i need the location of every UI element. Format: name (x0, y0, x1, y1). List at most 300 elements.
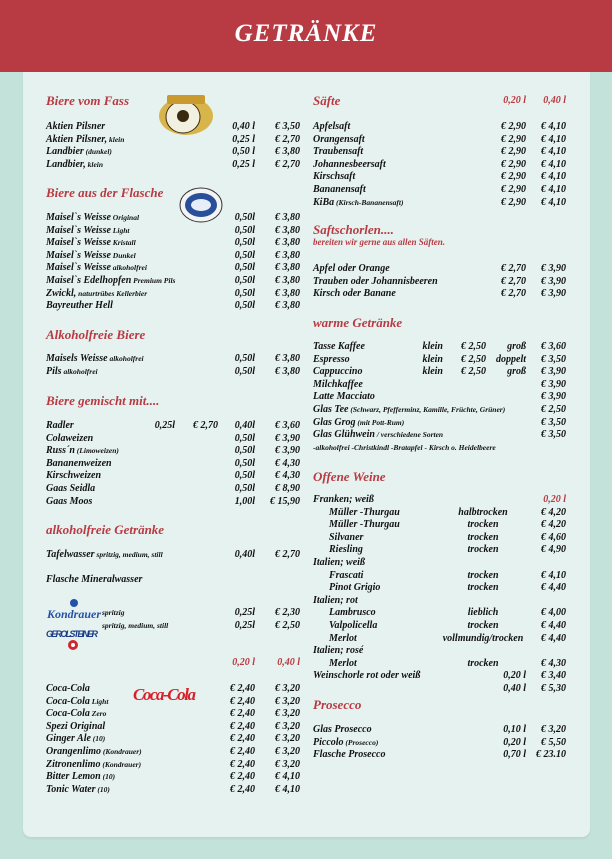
item-label: Valpolicella (329, 619, 378, 631)
mineral-water-label: Flasche Mineralwasser (46, 574, 143, 585)
item-name (46, 353, 144, 366)
item-price: € 3,20 (275, 758, 300, 770)
hot-drinks-list (313, 341, 568, 442)
item-price: € 3,90 (541, 263, 566, 274)
item-price: € 2,40 (230, 771, 255, 783)
menu-item (313, 749, 568, 762)
item-note: spritzig (102, 608, 125, 617)
item-label: Bitter Lemon (46, 771, 101, 783)
menu-item (46, 549, 302, 562)
item-name (46, 746, 142, 759)
item-label: Spezi Original (46, 720, 106, 732)
item-name (329, 582, 380, 595)
item-name (313, 121, 350, 134)
item-detail: 0,50l (234, 353, 255, 364)
soft-drink-list (46, 683, 302, 796)
item-label: Merlot (329, 657, 357, 669)
menu-item (313, 354, 568, 367)
item-price: € 4,10 (541, 133, 566, 145)
menu-item (313, 366, 568, 379)
item-label: Glas Prosecco (313, 724, 372, 735)
menu-item (313, 683, 568, 696)
item-price: € 2,40 (230, 683, 255, 694)
mineral-water-list (46, 607, 302, 632)
item-label: Glas Grog (313, 416, 356, 428)
section-heading: Biere vom Fass (46, 93, 130, 108)
item-name (313, 429, 443, 442)
menu-item (313, 276, 568, 289)
item-label: Tonic Water (46, 783, 96, 795)
item-name (46, 696, 108, 709)
item-label: Traubensaft (313, 146, 364, 158)
item-detail: 0,20 l (503, 670, 526, 681)
item-detail: 0,50l (234, 432, 255, 444)
item-name (46, 288, 147, 301)
item-detail: doppelt (496, 353, 526, 365)
menu-item (46, 262, 302, 275)
item-price: € 4,10 (541, 146, 566, 158)
beer-bottle-list (46, 212, 302, 313)
menu-item (313, 171, 568, 184)
page-title: GETRÄNKE (234, 20, 378, 47)
item-name (313, 645, 363, 658)
item-name (329, 633, 357, 646)
item-detail: vollmundig/trocken (442, 632, 524, 644)
item-detail: 0,50 l (232, 146, 255, 158)
menu-item (313, 417, 568, 430)
item-detail: trocken (467, 519, 499, 531)
item-price: € 2,90 (501, 121, 526, 132)
item-name (46, 275, 175, 288)
item-name (313, 159, 386, 172)
item-label: Apfel oder Orange (313, 263, 390, 274)
item-price: € 3,20 (275, 745, 300, 757)
wine-list (313, 494, 568, 670)
item-detail: lieblich (467, 607, 499, 619)
item-detail: 0,40l (234, 549, 255, 560)
menu-item (313, 658, 568, 671)
item-name (313, 276, 438, 289)
item-detail: trocken (467, 531, 499, 543)
menu-item (313, 737, 568, 750)
item-price: € 2,70 (275, 549, 300, 560)
item-price: € 3,80 (275, 212, 300, 223)
menu-item (46, 121, 302, 134)
menu-item (313, 570, 568, 583)
item-label: Maisel`s Weisse (46, 262, 111, 274)
item-name (46, 237, 136, 250)
menu-item (313, 645, 568, 658)
item-price: € 23.10 (536, 749, 566, 761)
item-label: Cappuccino (313, 366, 363, 378)
item-label: Maisel`s Weisse (46, 249, 111, 261)
item-price: € 4,40 (541, 582, 566, 594)
item-label: Müller -Thurgau (329, 519, 400, 531)
item-label: Maisel`s Weisse (46, 212, 111, 223)
section-heading: Prosecco (313, 697, 362, 712)
table-water-list (46, 549, 302, 562)
item-label: Espresso (313, 353, 350, 365)
item-price: € 3,60 (541, 341, 566, 352)
menu-item (313, 134, 568, 147)
wine-spritzer-list (313, 670, 568, 695)
item-name (313, 404, 505, 417)
item-name (46, 721, 105, 734)
item-name (329, 658, 357, 671)
item-note: (10) (95, 784, 110, 794)
item-name (46, 121, 105, 134)
menu-item (46, 483, 302, 496)
menu-item (46, 300, 302, 313)
menu-item (46, 696, 302, 709)
item-name (46, 483, 95, 496)
item-name (313, 366, 362, 379)
item-note: / verschiedene Sorten (374, 430, 444, 440)
size-header: 0,20 l (503, 95, 526, 106)
item-name (313, 391, 375, 404)
menu-item (313, 582, 568, 595)
item-price: € 3,60 (275, 420, 300, 431)
menu-item (313, 379, 568, 392)
item-label: KiBa (313, 196, 335, 208)
item-name (46, 784, 110, 797)
item-price: € 3,50 (541, 429, 566, 441)
item-note: Light (89, 696, 109, 706)
menu-item (46, 288, 302, 301)
section-heading: Offene Weine (313, 469, 386, 484)
item-label: Orangensaft (313, 133, 365, 145)
item-price: € 2,40 (230, 733, 255, 745)
item-name (313, 146, 363, 159)
item-label: Zitronenlimo (46, 758, 101, 770)
item-label: Radler (46, 420, 74, 431)
item-name (313, 379, 363, 392)
item-note: naturtrübes Kellerbier (76, 288, 148, 298)
item-price: € 3,80 (275, 287, 300, 299)
item-price: € 8,90 (275, 482, 300, 494)
menu-item (46, 759, 302, 772)
item-price: € 2,70 (501, 275, 526, 287)
item-price: € 2,70 (501, 288, 526, 300)
item-price: € 3,20 (275, 683, 300, 694)
item-price: € 2,40 (230, 758, 255, 770)
item-name (46, 300, 113, 313)
menu-item (46, 784, 302, 797)
item-detail: 0,50l (234, 482, 255, 494)
item-detail: 0,40 l (277, 657, 300, 668)
item-price: € 4,10 (275, 771, 300, 783)
item-name (313, 341, 365, 354)
item-price: € 5,50 (541, 736, 566, 748)
item-label: Maisel`s Edelhopfen (46, 274, 132, 286)
item-note: Dunkel (110, 250, 136, 260)
menu-item (313, 159, 568, 172)
item-name (313, 417, 404, 430)
item-note: (dunkel) (83, 147, 112, 157)
svg-text:Kondrauer: Kondrauer (47, 607, 101, 621)
item-detail: trocken (467, 582, 499, 594)
item-name (46, 771, 115, 784)
item-name (313, 557, 365, 570)
item-price: € 15,90 (270, 495, 300, 507)
item-note: klein (85, 159, 104, 169)
menu-item (46, 458, 302, 471)
menu-item (313, 507, 568, 520)
item-note: Kristall (110, 238, 136, 248)
item-label: Trauben oder Johannisbeeren (313, 275, 438, 287)
section-heading: warme Getränke (313, 315, 403, 330)
item-name (313, 288, 396, 301)
item-price: € 3,20 (275, 720, 300, 732)
item-price: € 3,20 (275, 733, 300, 745)
size-header: 0,40 l (543, 95, 566, 106)
item-price: € 3,90 (541, 378, 566, 390)
item-detail: 0,50l (234, 445, 255, 457)
item-name (46, 496, 92, 509)
item-name (46, 159, 103, 172)
item-name (46, 683, 90, 696)
item-name (46, 470, 101, 483)
item-price: € 2,70 (275, 158, 300, 170)
item-price: € 2,40 (230, 745, 255, 757)
item-label: Apfelsaft (313, 121, 351, 132)
menu-item (313, 341, 568, 354)
menu-item (313, 633, 568, 646)
item-detail: 0,50l (234, 274, 255, 286)
item-detail: 0,50l (234, 457, 255, 469)
item-label: Silvaner (329, 531, 364, 543)
item-name (313, 670, 420, 683)
item-price: € 4,90 (541, 544, 566, 556)
item-label: Maisels Weisse (46, 353, 108, 364)
item-detail: 0,20 l (543, 494, 566, 505)
item-name (46, 458, 112, 471)
item-name (329, 544, 363, 557)
item-price: € 3,40 (541, 670, 566, 681)
menu-item (46, 620, 302, 633)
menu-item (313, 544, 568, 557)
item-price: € 4,10 (541, 121, 566, 132)
menu-item (313, 557, 568, 570)
menu-item (313, 607, 568, 620)
section-heading: alkoholfreie Getränke (46, 522, 165, 537)
left-column (46, 0, 302, 859)
menu-item (46, 746, 302, 759)
item-price: € 2,90 (501, 146, 526, 158)
item-name (46, 549, 163, 562)
item-price: € 2,70 (275, 133, 300, 145)
item-label: Bayreuther Hell (46, 300, 113, 312)
item-label: Pils (46, 365, 62, 377)
item-detail: klein (422, 341, 443, 352)
item-note: (Kondrauer) (100, 759, 142, 769)
item-detail: groß (507, 366, 526, 378)
menu-item (313, 121, 568, 134)
item-name (329, 507, 400, 520)
item-detail: 0,70 l (503, 749, 526, 761)
item-note: klein (107, 134, 125, 144)
item-note: (mit Pott-Rum) (355, 417, 405, 427)
svg-text:GEROLSTEINER: GEROLSTEINER (46, 629, 98, 639)
item-note: (Kondrauer) (101, 746, 142, 756)
menu-item (46, 708, 302, 721)
menu-item (46, 237, 302, 250)
item-name (313, 134, 365, 147)
item-label: Maisel`s Weisse (46, 237, 111, 249)
item-detail: 0,50l (234, 300, 255, 312)
menu-item (46, 212, 302, 225)
item-price: € 2,50 (461, 353, 486, 365)
item-label: Italien; weiß (313, 556, 365, 568)
section-subtitle: bereiten wir gerne aus allen Säften. (313, 237, 446, 247)
item-price: € 3,90 (275, 432, 300, 444)
beer-draft-list (46, 121, 302, 171)
nonalcoholic-beer-list (46, 353, 302, 378)
item-name (313, 494, 374, 507)
item-label: Frascati (329, 569, 364, 581)
item-name (313, 749, 386, 762)
item-detail: 0,40 l (503, 682, 526, 694)
item-label: Gaas Moos (46, 495, 93, 507)
item-price: € 3,80 (275, 353, 300, 364)
item-note: Zero (89, 709, 107, 719)
item-detail: trocken (467, 657, 499, 669)
menu-item (46, 607, 302, 620)
item-label: Aktien Pilsner (46, 121, 106, 132)
item-name (46, 433, 93, 446)
item-price: € 4,10 (541, 171, 566, 183)
menu-item (46, 250, 302, 263)
item-name (313, 354, 350, 367)
item-price: € 3,80 (275, 249, 300, 261)
item-detail: 0,50l (234, 262, 255, 274)
item-price: € 4,60 (541, 531, 566, 543)
item-name (313, 171, 355, 184)
item-price: € 3,80 (275, 365, 300, 377)
item-note: alkoholfrei (61, 366, 98, 376)
item-name (313, 724, 372, 737)
item-detail: 0,50l (234, 470, 255, 482)
section-heading: Biere gemischt mit.... (46, 393, 160, 408)
right-column (313, 0, 568, 859)
menu-item (313, 391, 568, 404)
item-note: Original (110, 213, 140, 222)
item-price: € 4,40 (541, 619, 566, 631)
item-price: € 3,50 (541, 353, 566, 365)
item-label: Coca-Cola (46, 695, 90, 707)
item-note: Premium Pils (131, 275, 176, 285)
menu-item (46, 771, 302, 784)
item-name (46, 250, 136, 263)
mixed-beer-list (46, 420, 302, 508)
item-name (313, 737, 378, 750)
item-label: Colaweizen (46, 432, 94, 444)
item-label: Riesling (329, 544, 363, 556)
item-price: € 2,50 (461, 341, 486, 352)
item-price: € 2,40 (230, 708, 255, 720)
item-detail: 0,25l (234, 619, 255, 631)
item-detail: 0,50l (234, 237, 255, 249)
menu-item (46, 420, 302, 433)
item-label: Bananensaft (313, 183, 366, 195)
item-label: Kirschsaft (313, 171, 356, 183)
item-price: € 2,50 (275, 619, 300, 631)
item-price: € 3,90 (275, 445, 300, 457)
menu-item (46, 721, 302, 734)
item-detail: halbtrocken (458, 506, 508, 518)
item-label: Weinschorle rot oder weiß (313, 670, 421, 681)
item-price: € 3,50 (541, 416, 566, 428)
item-note: (Prosecco) (343, 737, 379, 747)
item-note: (Kirsch-Bananensaft) (334, 197, 404, 207)
item-price: € 3,80 (275, 237, 300, 249)
menu-item (313, 184, 568, 197)
item-price: € 2,40 (230, 783, 255, 795)
menu-item (46, 683, 302, 696)
item-label: Coca-Cola (46, 683, 90, 694)
menu-item (46, 733, 302, 746)
item-name (329, 607, 376, 620)
item-detail: 0,50l (234, 287, 255, 299)
item-price: € 5,30 (541, 682, 566, 694)
item-name (46, 262, 147, 275)
soft-drink-size-header (46, 657, 302, 670)
item-price: € 4,10 (541, 569, 566, 581)
menu-item (313, 197, 568, 210)
item-name (46, 225, 129, 238)
item-name (46, 212, 139, 225)
item-label: Kirschweizen (46, 470, 102, 482)
menu-item (313, 620, 568, 633)
item-price: € 4,10 (541, 158, 566, 170)
item-detail: 0,25l (154, 420, 175, 431)
item-label: Lambrusco (329, 607, 376, 619)
item-price: € 2,90 (501, 158, 526, 170)
item-label: Kirsch oder Banane (313, 288, 396, 300)
item-name (46, 759, 141, 772)
item-price: € 2,70 (501, 263, 526, 274)
item-price: € 4,10 (275, 783, 300, 795)
item-name (46, 733, 105, 746)
item-price: € 3,20 (275, 708, 300, 720)
item-detail: 0,25 l (232, 133, 255, 145)
item-price: € 3,20 (541, 724, 566, 735)
item-name (102, 607, 125, 620)
item-price: € 3,50 (275, 121, 300, 132)
item-price: € 3,90 (541, 391, 566, 403)
item-label: Piccolo (313, 736, 344, 748)
menu-item (46, 134, 302, 147)
menu-item (46, 445, 302, 458)
item-price: € 2,50 (541, 403, 566, 415)
item-detail: 0,20 l (232, 657, 255, 668)
item-note: (Schwarz, Pfefferminz, Kamille, Früchte, Grüner) (348, 404, 506, 414)
item-label: Landbier, (46, 158, 86, 170)
item-detail: 0,50l (234, 212, 255, 223)
menu-item (313, 670, 568, 683)
item-price: € 3,90 (541, 275, 566, 287)
menu-item (313, 494, 568, 507)
item-price: € 3,80 (275, 274, 300, 286)
item-name (313, 197, 404, 210)
menu-item (313, 288, 568, 301)
item-name (313, 595, 358, 608)
section-heading: Alkoholfreie Biere (46, 327, 146, 342)
item-detail: klein (422, 366, 443, 378)
item-price: € 2,70 (193, 420, 218, 431)
item-detail: trocken (467, 544, 499, 556)
menu-item (46, 275, 302, 288)
